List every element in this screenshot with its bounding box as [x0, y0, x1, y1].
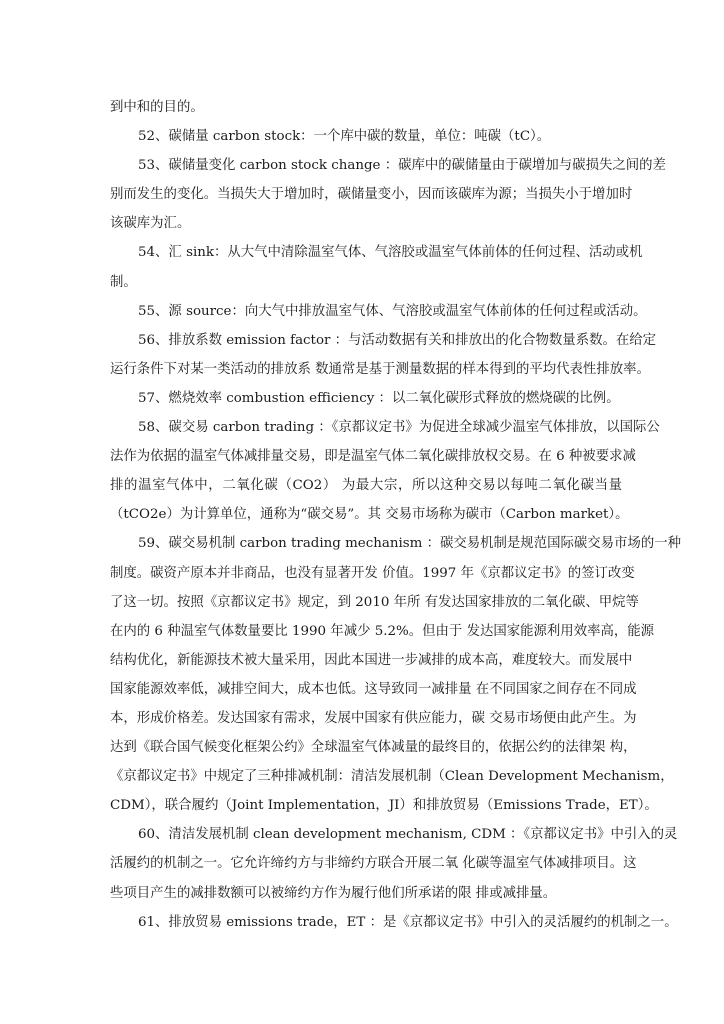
text-line: 54、汇 sink：从大气中清除温室气体、气溶胶或温室气体前体的任何过程、活动或机: [138, 245, 643, 261]
text-line: 排的温室气体中，二氧化碳（CO2） 为最大宗，所以这种交易以每吨二氧化碳当量: [110, 478, 622, 494]
text-line: 53、碳储量变化 carbon stock change ：碳库中的碳储量由于碳增加与碳损失之间的差: [138, 158, 666, 174]
text-line: 达到《联合国气候变化框架公约》全球温室气体减量的最终目的，依据公约的法律架 构，: [110, 740, 637, 756]
text-line: 59、碳交易机制 carbon trading mechanism ：碳交易机制是规范国际碳交易市场的一种: [138, 536, 681, 552]
text-line: 制。: [110, 274, 137, 290]
text-line: 《京都议定书》中规定了三种排减机制：清洁发展机制（Clean Development Mechanism，: [110, 769, 674, 785]
text-line: 在内的 6 种温室气体数量要比 1990 年减少 5.2%。但由于 发达国家能源利用效率高，能源: [110, 623, 655, 639]
text-line: 了这一切。按照《京都议定书》规定，到 2010 年所 有发达国家排放的二氧化碳、甲烷等: [110, 594, 639, 610]
text-line: 法作为依据的温室气体减排量交易，即是温室气体二氧化碳排放权交易。在 6 种被要求减: [110, 449, 636, 465]
text-line: 61、排放贸易 emissions trade，ET ：是《京都议定书》中引入的灵活履约的机制之一。: [138, 914, 678, 930]
text-line: 58、碳交易 carbon trading ：《京都议定书》为促进全球减少温室气体排放，以国际公: [138, 420, 660, 436]
text-line: 运行条件下对某一类活动的排放系 数通常是基于测量数据的样本得到的平均代表性排放率。: [110, 361, 650, 377]
text-line: 到中和的目的。: [110, 100, 204, 115]
text-line: （tCO2e）为计算单位，通称为“碳交易”。其 交易市场称为碳市（Carbon market）。: [110, 507, 629, 523]
text-line: 57、燃烧效率 combustion efficiency ：以二氧化碳形式释放的燃烧碳的比例。: [138, 390, 620, 406]
text-line: 结构优化，新能源技术被大量采用，因此本国进一步减排的成本高，难度较大。而发展中: [110, 652, 633, 668]
text-line: CDM），联合履约（Joint Implementation，JI）和排放贸易（Emissions Trade，ET）。: [110, 798, 658, 814]
text-line: 56、排放系数 emission factor ：与活动数据有关和排放出的化合物数量系数。在给定: [138, 332, 657, 348]
text-line: 该碳库为汇。: [110, 216, 191, 232]
text-line: 55、源 source：向大气中排放温室气体、气溶胶或温室气体前体的任何过程或活动。: [138, 303, 647, 319]
document-page: [110, 93, 681, 937]
text-line: 制度。碳资产原本并非商品，也没有显著开发 价值。1997 年《京都议定书》的签订改变: [110, 565, 635, 581]
text-line: 些项目产生的减排数额可以被缔约方作为履行他们所承诺的限 排或减排量。: [110, 885, 557, 901]
text-line: 本，形成价格差。发达国家有需求，发展中国家有供应能力，碳 交易市场便由此产生。为: [110, 710, 637, 726]
text-line: 别而发生的变化。当损失大于增加时，碳储量变小，因而该碳库为源；当损失小于增加时: [110, 187, 633, 203]
text-line: 52、碳储量 carbon stock：一个库中碳的数量，单位：吨碳（tC）。: [138, 129, 551, 145]
text-line: 国家能源效率低，减排空间大，成本也低。这导致同一减排量 在不同国家之间存在不同成: [110, 681, 637, 697]
text-line: 60、清洁发展机制 clean development mechanism, CDM ：《京都议定书》中引入的灵: [138, 827, 678, 843]
text-line: 活履约的机制之一。它允许缔约方与非缔约方联合开展二氧 化碳等温室气体减排项目。这: [110, 856, 637, 872]
